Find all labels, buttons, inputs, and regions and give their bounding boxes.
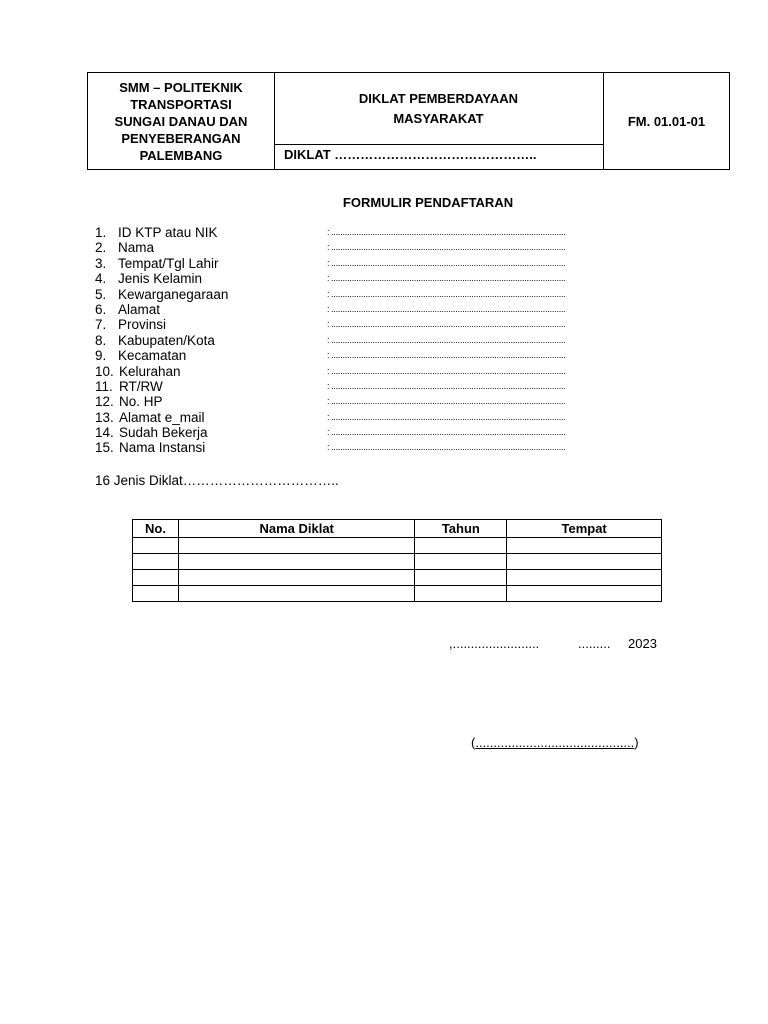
field-nama-instansi [95, 440, 575, 455]
field-number: 15. [95, 440, 114, 456]
column-header-tahun: Tahun [415, 520, 507, 538]
table-cell[interactable] [178, 586, 414, 602]
field-colon: : [327, 273, 330, 284]
program-title-line2: MASYARAKAT [393, 110, 484, 126]
field-label: Alamat [118, 301, 161, 317]
field-colon: : [327, 288, 330, 299]
table-row [133, 570, 662, 586]
program-title [274, 73, 603, 145]
field-kewarganegaraan [95, 287, 575, 302]
field-colon: : [327, 303, 330, 314]
table-cell[interactable] [507, 538, 662, 554]
registration-fields [95, 225, 575, 456]
field-colon: : [327, 380, 330, 391]
date-month-blank[interactable]: ......... [578, 636, 611, 651]
field-number: 11. [95, 378, 113, 394]
field-colon: : [327, 257, 330, 268]
field-kelurahan [95, 364, 575, 379]
field-label: Nama Instansi [119, 440, 206, 456]
field-kecamatan [95, 348, 575, 363]
table-cell[interactable] [133, 554, 179, 570]
field-label: Kewarganegaraan [118, 286, 229, 302]
table-cell[interactable] [507, 554, 662, 570]
diklat-history-table [132, 519, 662, 602]
table-cell[interactable] [133, 538, 179, 554]
field-number: 3. [95, 255, 107, 271]
table-cell[interactable] [415, 554, 507, 570]
table-row [133, 554, 662, 570]
field-blank[interactable]: ...................................................................................................... [331, 411, 566, 422]
date-year: 2023 [628, 636, 657, 651]
field-label: Provinsi [118, 317, 167, 333]
field-blank[interactable]: ...................................................................................................... [331, 427, 566, 438]
signature-close-paren: ) [634, 735, 639, 750]
field-number: 14. [95, 425, 114, 441]
field-number: 13. [95, 409, 114, 425]
form-header-table [87, 72, 730, 170]
field-blank[interactable]: ...................................................................................................... [331, 442, 566, 453]
field-provinsi [95, 317, 575, 332]
signature-blank[interactable]: ............................................ [475, 735, 635, 750]
field-blank[interactable]: ...................................................................................................... [331, 319, 566, 330]
table-cell[interactable] [415, 538, 507, 554]
table-cell[interactable] [178, 538, 414, 554]
table-cell[interactable] [415, 586, 507, 602]
table-cell[interactable] [178, 554, 414, 570]
table-cell[interactable] [133, 586, 179, 602]
field-colon: : [327, 334, 330, 345]
field-colon: : [327, 319, 330, 330]
field-label: ID KTP atau NIK [118, 225, 218, 240]
institution-line: PENYEBERANGAN [121, 130, 241, 146]
field-label: Nama [118, 240, 155, 256]
field-blank[interactable]: ...................................................................................................... [331, 242, 566, 253]
diklat-line: DIKLAT ……………………………………….. [284, 147, 537, 162]
institution-line: SUNGAI DANAU DAN [114, 113, 248, 129]
table-cell[interactable] [178, 570, 414, 586]
field-tempat-tgl-lahir [95, 256, 575, 271]
field-alamat-email [95, 410, 575, 425]
field-id-ktp [95, 225, 575, 240]
column-header-no: No. [133, 520, 179, 538]
signature-line [471, 735, 639, 750]
field-number: 6. [95, 301, 107, 317]
field-rt-rw [95, 379, 575, 394]
field-colon: : [327, 442, 330, 453]
field-number: 5. [95, 286, 107, 302]
field-colon: : [327, 411, 330, 422]
field-blank[interactable]: ...................................................................................................... [331, 303, 566, 314]
institution-line: PALEMBANG [139, 147, 223, 163]
field-label: Tempat/Tgl Lahir [118, 255, 219, 271]
field-number: 2. [95, 240, 107, 256]
field-blank[interactable]: ...................................................................................................... [331, 227, 566, 237]
field-blank[interactable]: ...................................................................................................... [331, 273, 566, 284]
column-header-nama-diklat: Nama Diklat [178, 520, 414, 538]
field-number: 9. [95, 348, 107, 364]
table-header-row [133, 520, 662, 538]
field-colon: : [327, 365, 330, 376]
field-sudah-bekerja [95, 425, 575, 440]
program-title-line1: DIKLAT PEMBERDAYAAN [358, 90, 519, 106]
date-place-blank[interactable]: ,........................ [449, 636, 540, 651]
field-number: 1. [95, 225, 107, 240]
field-label: Alamat e_mail [119, 409, 205, 425]
field-number: 7. [95, 317, 107, 333]
field-blank[interactable]: ...................................................................................................... [331, 396, 566, 407]
field-number: 4. [95, 271, 107, 287]
table-cell[interactable] [133, 570, 179, 586]
table-row [133, 538, 662, 554]
field-nama [95, 240, 575, 255]
field-colon: : [327, 242, 330, 253]
table-cell[interactable] [415, 570, 507, 586]
field-label: Kabupaten/Kota [118, 332, 215, 348]
field-colon: : [327, 427, 330, 438]
jenis-diklat-field[interactable]: 16 Jenis Diklat…………………………….. [95, 473, 339, 488]
form-code: FM. 01.01-01 [627, 113, 706, 129]
field-blank[interactable]: ...................................................................................................... [331, 257, 566, 268]
field-blank[interactable]: ...................................................................................................... [331, 334, 566, 345]
field-label: Sudah Bekerja [119, 425, 208, 441]
field-number: 8. [95, 332, 107, 348]
form-title: FORMULIR PENDAFTARAN [342, 195, 514, 210]
field-label: Kelurahan [119, 363, 181, 379]
institution-line: SMM – POLITEKNIK [119, 79, 243, 95]
field-alamat [95, 302, 575, 317]
field-jenis-kelamin [95, 271, 575, 286]
program-cell [274, 73, 604, 169]
institution-line: TRANSPORTASI [130, 96, 232, 112]
field-blank[interactable]: ...................................................................................................... [331, 380, 566, 391]
field-blank[interactable]: ...................................................................................................... [331, 350, 566, 361]
institution-name [115, 79, 248, 164]
field-colon: : [327, 227, 330, 237]
institution-cell [88, 73, 275, 169]
field-number: 10. [95, 363, 114, 379]
table-cell[interactable] [507, 570, 662, 586]
table-cell[interactable] [507, 586, 662, 602]
field-colon: : [327, 350, 330, 361]
field-label: Kecamatan [118, 348, 187, 364]
field-colon: : [327, 396, 330, 407]
table-row [133, 586, 662, 602]
field-blank[interactable]: ...................................................................................................... [331, 288, 566, 299]
field-label: Jenis Kelamin [118, 271, 203, 287]
field-label: No. HP [119, 394, 163, 410]
field-label: RT/RW [119, 378, 163, 394]
signature-open-paren: ( [471, 735, 476, 750]
field-blank[interactable]: ...................................................................................................... [331, 365, 566, 376]
field-kabupaten-kota [95, 333, 575, 348]
field-no-hp [95, 394, 575, 409]
column-header-tempat: Tempat [507, 520, 662, 538]
field-number: 12. [95, 394, 114, 410]
